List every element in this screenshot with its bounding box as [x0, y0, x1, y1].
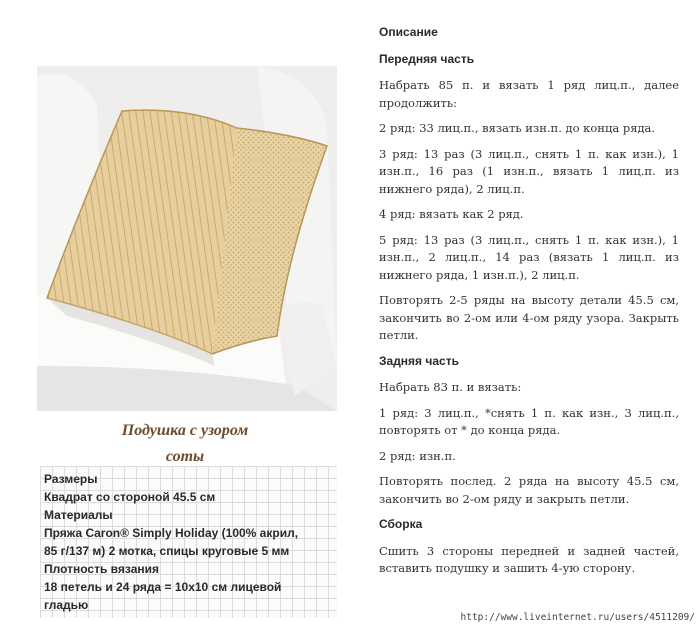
specs-block — [44, 470, 336, 614]
back-paragraph: 2 ряд: изн.п. — [379, 448, 456, 463]
front-paragraph: 4 ряд: вязать как 2 ряд. — [379, 207, 524, 221]
assembly-heading: Сборка — [379, 517, 423, 531]
specs-line: Размеры — [44, 472, 98, 486]
specs-line: 18 петель и 24 ряда = 10x10 см лицевой — [44, 580, 282, 594]
front-paragraph: Набрать 85 п. и вязать 1 ряд лиц.п., далее продолжить: — [379, 78, 679, 110]
pillow-title-line1: Подушка с узором — [121, 422, 249, 439]
back-paragraph: Набрать 83 п. и вязать: — [379, 380, 522, 394]
front-paragraph: 2 ряд: 33 лиц.п., вязать изн.п. до конца ряда. — [379, 121, 656, 135]
specs-line: Материалы — [44, 508, 113, 522]
pillow-photo — [37, 66, 337, 411]
specs-line: Пряжа Caron® Simply Holiday (100% акрил, — [44, 526, 299, 540]
back-heading: Задняя часть — [379, 353, 459, 368]
assembly-paragraph: Сшить 3 стороны передней и задней частей, вставить подушку и зашить 4-ую сторону. — [379, 543, 679, 575]
front-paragraph: 3 ряд: 13 раз (3 лиц.п., снять 1 п. как изн.), 1 изн.п., 16 раз (1 изн.п., вязать 1 лиц.п. из нижнего ряда), 2 лиц.п. — [379, 146, 679, 196]
back-paragraph: 1 ряд: 3 лиц.п., *снять 1 п. как изн., 3 лиц.п., повторять от * до конца ряда. — [379, 405, 679, 437]
front-paragraph: Повторять 2-5 ряды на высоту детали 45.5 см, закончить во 2-ом или 4-ом ряду узора. Закрыть петли. — [379, 293, 679, 342]
description-heading: Описание — [379, 25, 438, 39]
specs-line: Плотность вязания — [44, 562, 160, 576]
pillow-illustration — [37, 66, 337, 411]
instructions-column — [379, 24, 679, 586]
source-watermark: http://www.liveinternet.ru/users/4511209/ — [460, 612, 695, 623]
pillow-title — [50, 418, 320, 470]
specs-line: гладью — [44, 598, 89, 612]
specs-line: Квадрат со стороной 45.5 см — [44, 490, 216, 504]
front-heading: Передняя часть — [379, 51, 475, 66]
pillow-title-line2: соты — [165, 448, 205, 465]
specs-line: 85 г/137 м) 2 мотка, спицы круговые 5 мм — [44, 544, 290, 558]
back-paragraph: Повторять послед. 2 ряда на высоту 45.5 см, закончить во 2-ом ряду и закрыть петли. — [379, 474, 679, 506]
front-paragraph: 5 ряд: 13 раз (3 лиц.п., снять 1 п. как изн.), 1 изн.п., 2 лиц.п., 14 раз (вязать 1 лиц.п. из нижнего ряда, 1 изн.п.), 2 лиц.п. — [379, 232, 679, 282]
